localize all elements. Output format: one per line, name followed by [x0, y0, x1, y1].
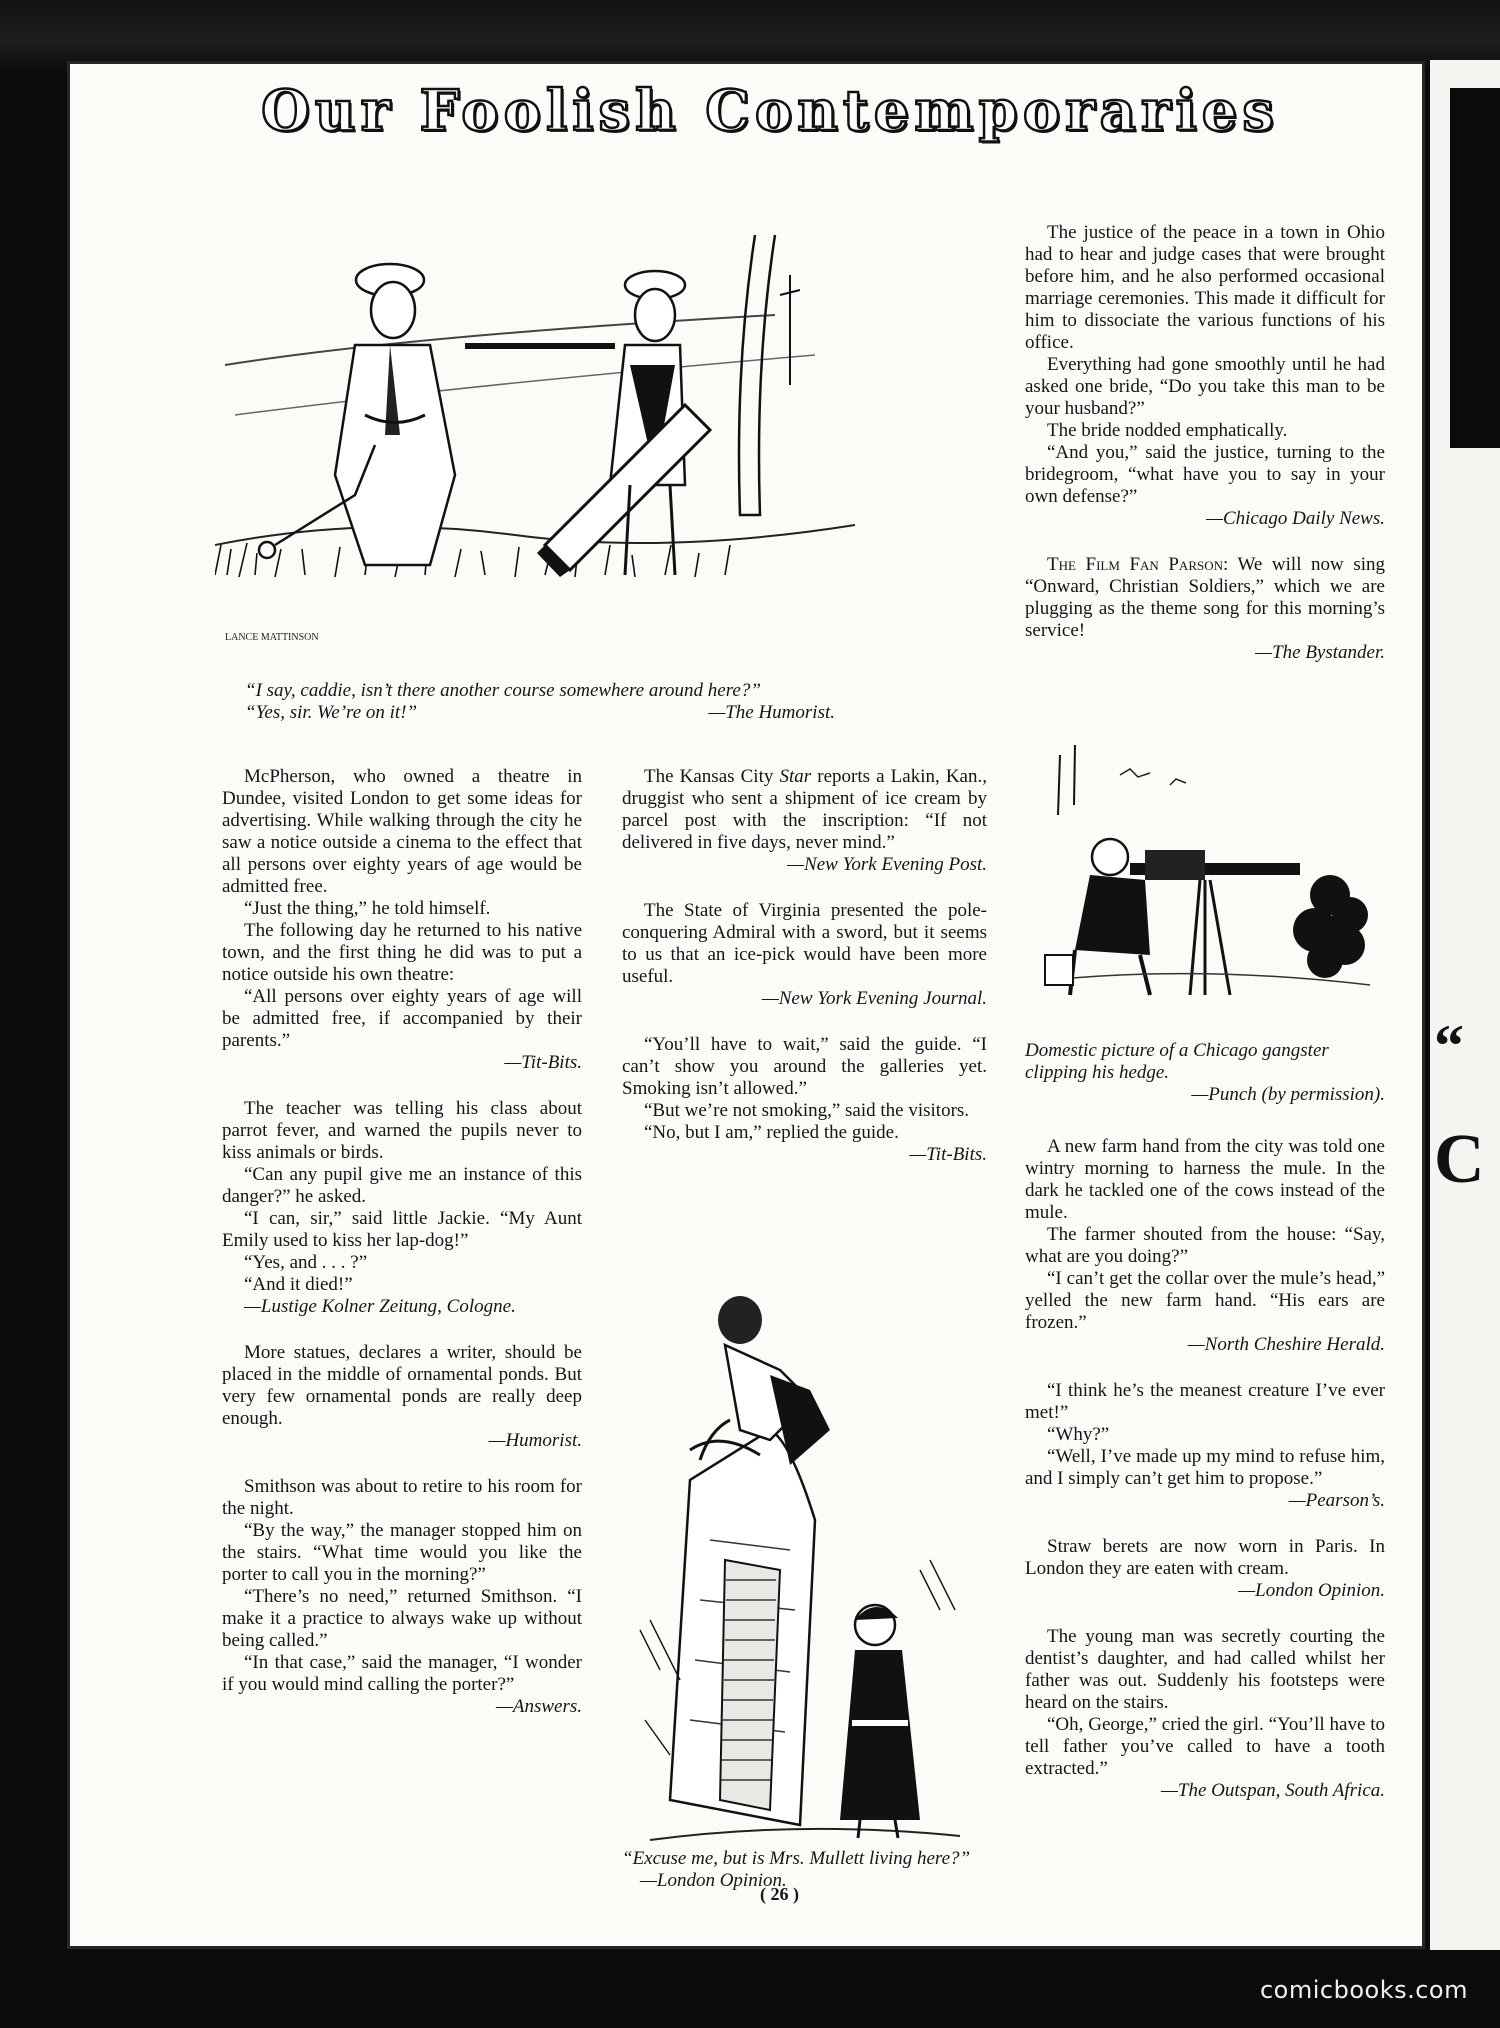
- kansas-source: —New York Evening Post.: [787, 854, 987, 875]
- golf-caption-line1: “I say, caddie, isn’t there another course somewhere around here?”: [245, 680, 761, 701]
- justice-p2: Everything had gone smoothly until he had asked one bride, “Do you take this man to be your husband?”: [1025, 354, 1385, 419]
- statues-p1: More statues, declares a writer, should be placed in the middle of ornamental ponds. But very few ornamental ponds are really deep enough.: [222, 1342, 582, 1429]
- smithson-p1: Smithson was about to retire to his room for the night.: [222, 1476, 582, 1519]
- mullett-caption-text: “Excuse me, but is Mrs. Mullett living here?”: [622, 1848, 971, 1869]
- adjacent-page-quote-mark: “: [1434, 1013, 1464, 1079]
- guide-p1: “You’ll have to wait,” said the guide. “I can’t show you around the galleries yet. Smoking isn’t allowed.”: [622, 1034, 987, 1099]
- dentist-p2: “Oh, George,” cried the girl. “You’ll have to tell father you’ve called to have a tooth extracted.”: [1025, 1714, 1385, 1779]
- mcpherson-p4: “All persons over eighty years of age will be admitted free, if accompanied by their parents.”: [222, 986, 582, 1051]
- guide-source: —Tit-Bits.: [909, 1144, 987, 1165]
- golf-caption-source: —The Humorist.: [708, 702, 835, 723]
- golf-cartoon: [215, 215, 865, 645]
- parrot-p5: “And it died!”: [244, 1274, 353, 1295]
- guide-p2: “But we’re not smoking,” said the visitors.: [644, 1100, 970, 1121]
- column-1: [222, 766, 582, 1718]
- mullett-caption: [622, 1848, 994, 1892]
- golf-cartoon-caption: [245, 680, 915, 724]
- meanest-p2: “Why?”: [1047, 1424, 1110, 1445]
- parrot-p3: “I can, sir,” said little Jackie. “My Aunt Emily used to kiss her lap-dog!”: [222, 1208, 582, 1251]
- dentist-p1: The young man was secretly courting the dentist’s daughter, and had called whilst her father was out. Suddenly his footsteps were heard on the stairs.: [1025, 1626, 1385, 1713]
- kansas-p1: [622, 766, 987, 854]
- column-3-bottom: [1025, 1136, 1385, 1802]
- farmhand-source: —North Cheshire Herald.: [1187, 1334, 1385, 1355]
- justice-p1: The justice of the peace in a town in Ohio had to hear and judge cases that were brought before him, and he also performed occasional marriage ceremonies. This made it difficult for him to dissociate the various functions of his office.: [1025, 222, 1385, 353]
- justice-source: —Chicago Daily News.: [1206, 508, 1385, 529]
- smithson-p2: “By the way,” the manager stopped him on the stairs. “What time would you like the porter to call you in the morning?”: [222, 1520, 582, 1585]
- column-2: [622, 766, 987, 1166]
- smithson-p4: “In that case,” said the manager, “I wonder if you would mind calling the porter?”: [222, 1652, 582, 1695]
- parson-p1: [1025, 554, 1385, 642]
- mullett-cartoon: [630, 1280, 970, 1850]
- gangster-caption-text: Domestic picture of a Chicago gangster clipping his hedge.: [1025, 1040, 1329, 1083]
- mcpherson-p1: McPherson, who owned a theatre in Dundee, visited London to get some ideas for advertising. While walking through the city he saw a notice outside a cinema to the effect that all persons over eighty years of age would be admitted free.: [222, 766, 582, 897]
- page-number: ( 26 ): [760, 1884, 799, 1904]
- adjacent-page-edge: [1430, 60, 1500, 1950]
- mcpherson-source: —Tit-Bits.: [504, 1052, 582, 1073]
- gangster-cartoon: [1030, 745, 1380, 1015]
- meanest-p1: “I think he’s the meanest creature I’ve ever met!”: [1025, 1380, 1385, 1423]
- farmhand-p2: The farmer shouted from the house: “Say, what are you doing?”: [1025, 1224, 1385, 1267]
- parrot-p1: The teacher was telling his class about parrot fever, and warned the pupils never to kiss animals or birds.: [222, 1098, 582, 1163]
- golf-caption-line2: “Yes, sir. We’re on it!”: [245, 702, 418, 723]
- adjacent-page-image: [1450, 88, 1500, 448]
- page-title: Our Foolish Contemporaries: [261, 78, 1279, 144]
- farmhand-p3: “I can’t get the collar over the mule’s head,” yelled the new farm hand. “His ears are frozen.”: [1025, 1268, 1385, 1333]
- site-watermark: comicbooks.com: [1259, 1976, 1468, 2004]
- parrot-p2: “Can any pupil give me an instance of this danger?” he asked.: [222, 1164, 582, 1207]
- mcpherson-p2: “Just the thing,” he told himself.: [244, 898, 491, 919]
- virginia-p1: The State of Virginia presented the pole-conquering Admiral with a sword, but it seems to us that an ice-pick would have been more useful.: [622, 900, 987, 987]
- parson-text: We will now sing “Onward, Christian Soldiers,” which we are plugging as the theme song for this morning’s service!: [1025, 554, 1385, 641]
- smithson-p3: “There’s no need,” returned Smithson. “I make it a practice to always wake up without being called.”: [222, 1586, 582, 1651]
- scan-top-edge: [0, 0, 1500, 70]
- berets-p1: Straw berets are now worn in Paris. In London they are eaten with cream.: [1025, 1536, 1385, 1579]
- mcpherson-p3: The following day he returned to his native town, and the first thing he did was to put a notice outside his own theatre:: [222, 920, 582, 985]
- justice-p4: “And you,” said the justice, turning to the bridegroom, “what have you to say in your own defense?”: [1025, 442, 1385, 507]
- adjacent-page-initial: C: [1434, 1121, 1485, 1198]
- column-3-top: [1025, 222, 1385, 664]
- mullett-caption-source: —London Opinion.: [640, 1870, 787, 1891]
- meanest-p3: “Well, I’ve made up my mind to refuse him, and I simply can’t get him to propose.”: [1025, 1446, 1385, 1489]
- virginia-source: —New York Evening Journal.: [761, 988, 987, 1009]
- parson-lead: The Film Fan Parson:: [1047, 554, 1229, 575]
- statues-source: —Humorist.: [488, 1430, 582, 1451]
- meanest-source: —Pearson’s.: [1288, 1490, 1385, 1511]
- parson-source: —The Bystander.: [1255, 642, 1385, 663]
- gangster-caption-source: —Punch (by permission).: [1191, 1084, 1385, 1105]
- svg-text:LANCE MATTINSON: LANCE MATTINSON: [225, 632, 319, 643]
- dentist-source: —The Outspan, South Africa.: [1161, 1780, 1385, 1801]
- kansas-p1-star: Star: [779, 766, 812, 787]
- smithson-source: —Answers.: [495, 1696, 582, 1717]
- farmhand-p1: A new farm hand from the city was told one wintry morning to harness the mule. In the dark he tackled one of the cows instead of the mule.: [1025, 1136, 1385, 1223]
- parrot-p4: “Yes, and . . . ?”: [244, 1252, 368, 1273]
- berets-source: —London Opinion.: [1238, 1580, 1385, 1601]
- justice-p3: The bride nodded emphatically.: [1047, 420, 1288, 441]
- parrot-source: —Lustige Kolner Zeitung, Cologne.: [244, 1296, 516, 1317]
- kansas-p1-a: The Kansas City: [644, 766, 780, 787]
- kansas-p1-c: reports a Lakin, Kan., druggist who sent a shipment of ice cream by parcel post with the inscription: “If not delivered in five days, never mind.”: [622, 766, 987, 853]
- gangster-caption: [1025, 1040, 1385, 1106]
- guide-p3: “No, but I am,” replied the guide.: [644, 1122, 899, 1143]
